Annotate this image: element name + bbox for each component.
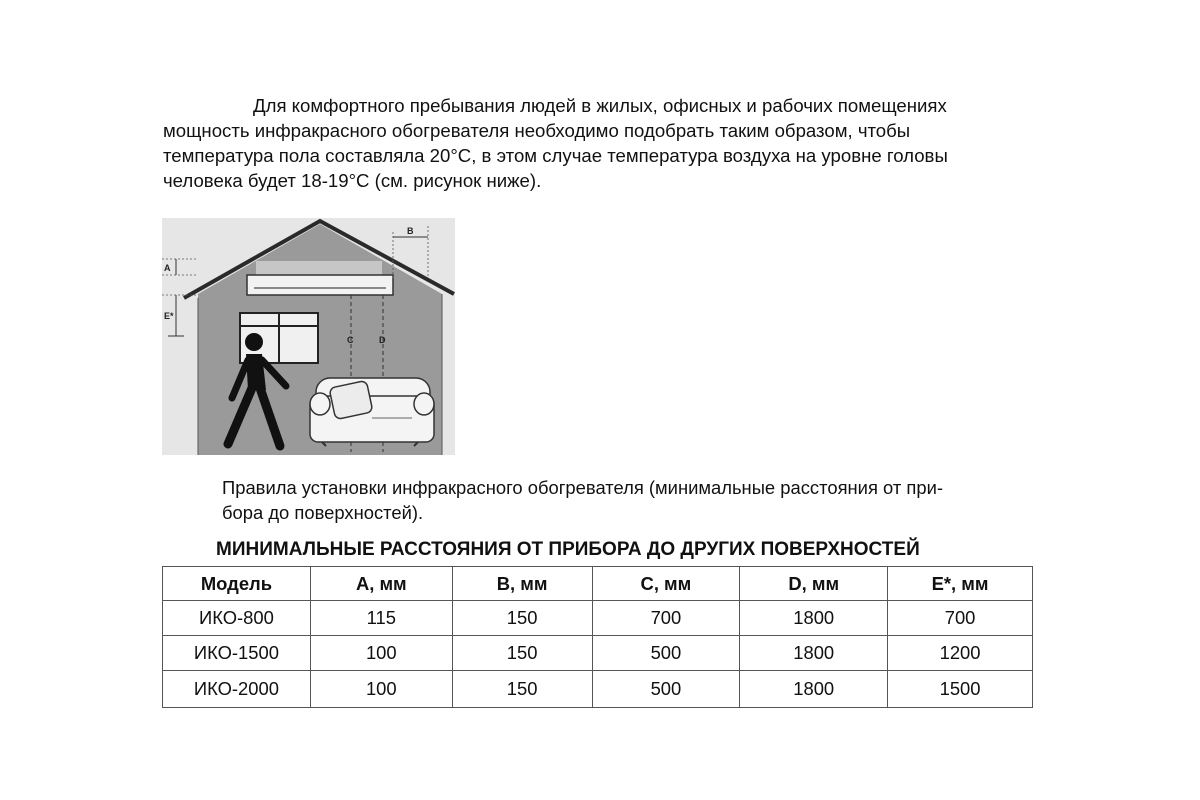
header-c: C, мм <box>592 567 740 601</box>
cell-a: 100 <box>310 636 452 671</box>
table-title: МИНИМАЛЬНЫЕ РАССТОЯНИЯ ОТ ПРИБОРА ДО ДРУГИХ ПОВЕРХНОСТЕЙ <box>216 539 920 560</box>
cell-b: 150 <box>452 671 592 708</box>
header-a: A, мм <box>310 567 452 601</box>
table-row <box>163 636 1033 671</box>
label-d: D <box>379 335 386 345</box>
intro-line: температура пола составляла 20°С, в этом случае температура воздуха на уровне головы <box>163 145 948 166</box>
cell-a: 115 <box>310 601 452 636</box>
cell-d: 1800 <box>740 671 888 708</box>
cell-d: 1800 <box>740 601 888 636</box>
cell-c: 700 <box>592 601 740 636</box>
cell-b: 150 <box>452 601 592 636</box>
label-c: C <box>347 335 354 345</box>
table-header-row <box>163 567 1033 601</box>
intro-line: человека будет 18-19°С (см. рисунок ниже). <box>163 170 542 191</box>
cell-model: ИКО-2000 <box>163 671 311 708</box>
rules-caption <box>222 475 1042 525</box>
header-d: D, мм <box>740 567 888 601</box>
installation-diagram <box>162 218 455 455</box>
cell-a: 100 <box>310 671 452 708</box>
cell-model: ИКО-800 <box>163 601 311 636</box>
header-b: B, мм <box>452 567 592 601</box>
intro-paragraph <box>163 93 1043 193</box>
cell-e: 1200 <box>888 636 1033 671</box>
intro-line: мощность инфракрасного обогревателя необходимо подобрать таким образом, чтобы <box>163 120 911 141</box>
cell-d: 1800 <box>740 636 888 671</box>
cell-b: 150 <box>452 636 592 671</box>
rules-line: бора до поверхностей). <box>222 502 424 523</box>
sofa <box>310 378 434 446</box>
label-e: E* <box>164 311 174 321</box>
header-model: Модель <box>163 567 311 601</box>
heater-panel <box>247 275 393 295</box>
rules-line: Правила установки инфракрасного обогревателя (минимальные расстояния от при- <box>222 477 943 498</box>
intro-line: Для комфортного пребывания людей в жилых, офисных и рабочих помещениях <box>253 95 947 116</box>
distances-table <box>162 566 1033 708</box>
cell-e: 1500 <box>888 671 1033 708</box>
label-a: A <box>164 263 171 273</box>
cell-c: 500 <box>592 671 740 708</box>
cell-model: ИКО-1500 <box>163 636 311 671</box>
header-e: E*, мм <box>888 567 1033 601</box>
label-b: B <box>407 226 414 236</box>
table-row <box>163 671 1033 708</box>
cell-e: 700 <box>888 601 1033 636</box>
cell-c: 500 <box>592 636 740 671</box>
table-row <box>163 601 1033 636</box>
installation-diagram-svg <box>162 218 455 455</box>
